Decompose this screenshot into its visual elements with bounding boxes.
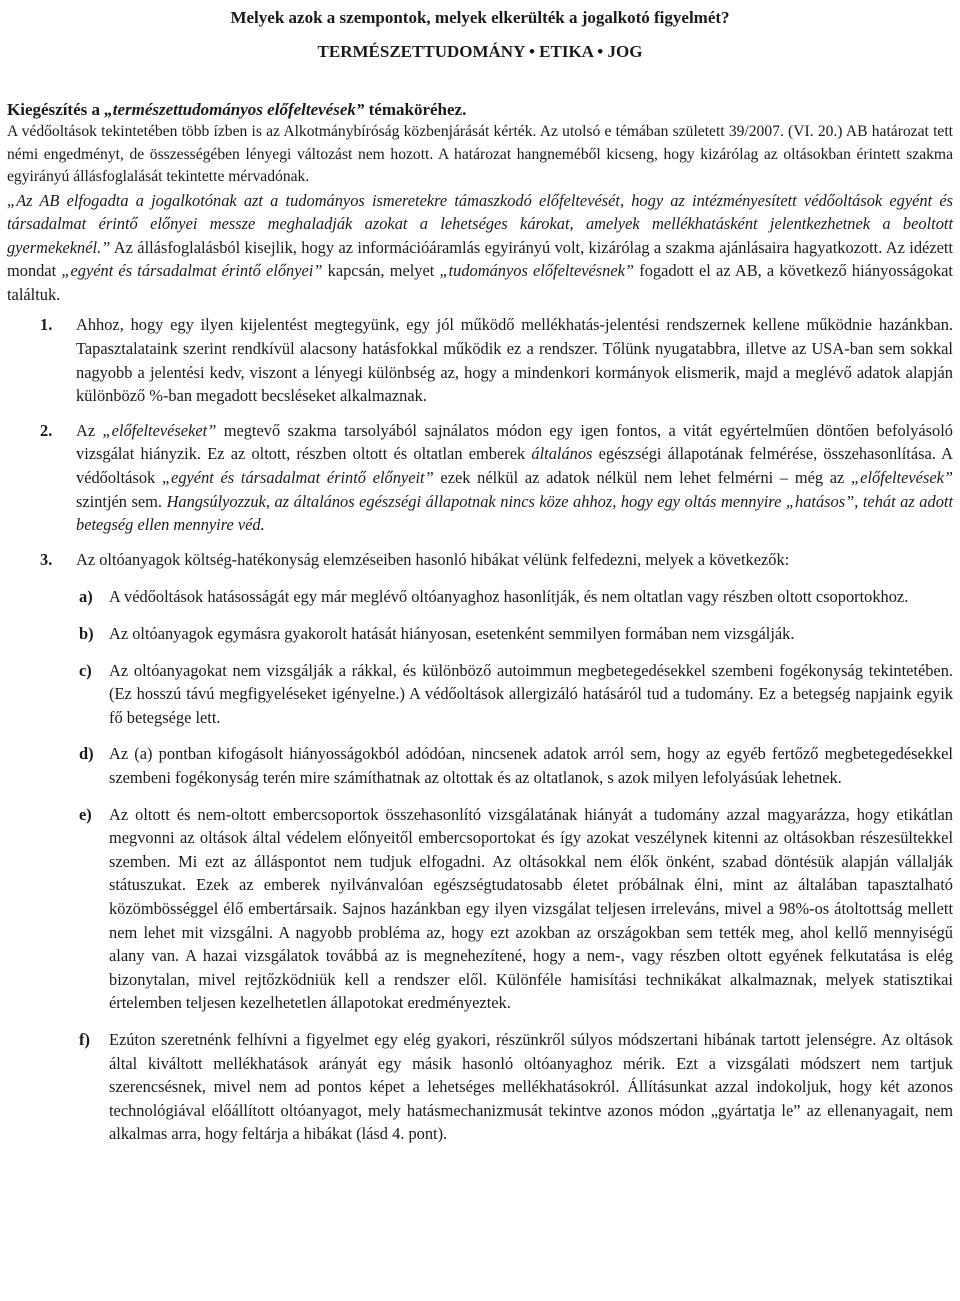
sub-item-text: A védőoltások hatásosságát egy már meglévő oltóanyaghoz hasonlítják, és nem oltatlan vagy részben oltott csoportokhoz. [109, 587, 909, 607]
item-text: Ahhoz, hogy egy ilyen kijelentést megtegyünk, egy jól működő mellékhatás-jelentési rendszernek kellene működnie hazánkban. Tapasztalataink szerint rendkívül alacsony hatásfokkal működik ez a rendszer. Tőlünk nyugatabbra, illetve az USA-ban sem sokkal nagyobb a jelentési kedv, viszont a lényegi különbség az, hogy a mindenkori kormányok elismerik, majd a meglévő adatok alapján különböző %-ban megadott becsléseket alkalmaznak. [76, 315, 953, 406]
intro-text-4: kapcsán, melyet [322, 261, 440, 281]
sub-item-label: c) [79, 660, 92, 680]
item-number: 3. [40, 549, 53, 569]
item-2-italic-j: Hangsúlyozzuk, az általános egészségi állapotnak nincs köze ahhoz, hogy egy oltás mennyire „hatásos”, tehát az adott betegség ellen mennyire véd. [76, 491, 953, 535]
sub-item-text: Az oltóanyagok egymásra gyakorolt hatását hiányosan, esetenként semmilyen formában nem vizsgálják. [109, 624, 795, 643]
item-number: 1. [40, 315, 53, 335]
supplement-heading [7, 99, 953, 121]
sub-item-label: b) [79, 624, 94, 643]
intro-quote: „Az AB elfogadta a jogalkotónak azt a tudományos ismeretekre támaszkodó előfeltevését, hogy az intézményesített védőoltások egyént és társadalmat érintő előnyei messze meghaladják azokat a lehetséges károkat, amelyek mellékhatásként jelentkezhetnek a beoltott gyermekeknél.” [7, 190, 953, 257]
intro-text-1: A védőoltások tekintetében több ízben is az Alkotmánybíróság közbenjárását kérték. Az utolsó e témában született 39/2007. (VI. 20.) AB határozat tett némi engedményt, de összességében lényegi változást nem hozott. [7, 123, 953, 163]
intro-italic-2: „tudományos előfeltevésnek” [439, 261, 635, 281]
sub-item-text: Az oltóanyagokat nem vizsgálják a rákkal, és különböző autoimmun megbetegedésekkel szembeni fogékonyság tekintetében. (Ez hosszú távú megfigyeléseket igényelne.) A védőoltások allergizáló hatásáról tud a tudomány. Ez a betegség napjaink egyik fő betegsége lett. [109, 660, 953, 727]
intro-italic-1: „egyént és társadalmat érintő előnyei” [61, 261, 323, 281]
sub-item-c [7, 659, 953, 730]
sub-item-label: d) [79, 744, 94, 764]
sub-item-text: Az oltott és nem-oltott embercsoportok összehasonlító vizsgálatának hiányát a tudomány azzal magyarázza, hogy etikátlan megvonni az oltások által védelem előnyeitől embercsoportokat és így azokat veszélynek kitenni az oltásokban részesültekkel szemben. Mi ezt az álláspontot nem tudjuk elfogadni. Az oltásokkal nem élők önként, szabad döntésük alapján vállalják státuszukat. Ezek az emberek nyilvánvalóan egészségtudatosabb életet próbálnak élni, mint az általában tapasztalható közömbösséggel élő embertársaik. Sajnos hazánkban egy ilyen vizsgálat teljesen irreleváns, mivel a 98%-os átoltottság mellett nem lehet mit vizsgálni. A nagyobb probléma az, hogy ezt azokban az országokban sem tették meg, ahol kellő mennyiségű alany van. A hazai vizsgálatok továbbá az is megnehezítené, hogy a nem-, vagy részben oltott egyének felkutatása is elég bizonytalan, mivel rejtőzködniük kell a rendszer elől. Különféle hamisítási technikákat alkalmaznak, melyek statisztikai értelemben teljesen kezelhetetlen állapotokat eredményeztek. [109, 804, 953, 1013]
sub-item-d [7, 742, 953, 789]
numbered-item-2 [7, 419, 953, 537]
supplement-italic: „természettudományos előfeltevések” [104, 100, 365, 119]
intro-paragraph [7, 121, 953, 189]
sub-item-e [7, 803, 953, 1015]
sub-item-label: f) [79, 1029, 90, 1049]
intro-text-5: fogadott el az AB, a következő hiányosságokat találtuk. [7, 261, 953, 304]
item-text [76, 419, 953, 537]
intro-text-3: Az állásfoglalásból kisejlik, hogy az információáramlás egyirányú volt, kizárólag a szakma ajánlásaira hagyatkozott. Az idézett mondat [7, 237, 953, 281]
supplement-suffix: témaköréhez. [364, 100, 467, 119]
item-number: 2. [40, 420, 53, 440]
item-2-text-i: szintjén sem. [76, 491, 167, 511]
document-title: Melyek azok a szempontok, melyek elkerülték a jogalkotó figyelmét? [230, 8, 730, 27]
numbered-item-3 [7, 548, 953, 572]
sub-item-label: a) [79, 587, 93, 607]
item-text: Az oltóanyagok költség-hatékonyság elemzéseiben hasonló hibákat vélünk felfedezni, melyek a következők: [76, 549, 790, 569]
sub-item-f [7, 1028, 953, 1146]
item-2-italic-b: „előfeltevéseket” [102, 420, 217, 440]
item-2-text-g: ezek nélkül az adatok nélkül nem lehet felmérni – még az [433, 468, 852, 488]
intro-text-2: A határozat hangneméből kicseng, hogy kizárólag az oltásokban érintett szakma egyirányú állásfoglalását tekintette mérvadónak. [7, 145, 953, 185]
item-2-italic-h: „előfeltevések” [851, 468, 953, 488]
intro-quote-paragraph [7, 189, 953, 307]
topics-line: TERMÉSZETTUDOMÁNY • ETIKA • JOG [317, 42, 643, 61]
item-2-text-a: Az [76, 420, 103, 440]
sub-item-label: e) [79, 804, 92, 824]
item-2-italic-d: általános [531, 444, 593, 464]
item-2-text-c: megtevő szakma tarsolyából sajnálatos módon egy igen fontos, a vitát egyértelműen döntően befolyásoló vizsgálat hiányzik. Ez az oltott, részben oltott és oltatlan emberek [76, 420, 953, 464]
supplement-prefix: Kiegészítés a [7, 100, 105, 119]
sub-item-text: Ezúton szeretnénk felhívni a figyelmet egy elég gyakori, részünkről súlyos módszertani hibának tartott jelenségre. Az oltások által kiváltott mellékhatások arányát egy másik hasonló oltóanyaghoz mérik. Ezt a vizsgálati módszert nem tartjuk szerencsésnek, mivel nem ad pontos képet a lehetséges mellékhatásokról. Állításunkat azzal indokoljuk, hogy két azonos technológiával előállított oltóanyagot, mely hatásmechanizmusát tekintve azonos módon „gyártatja le” az ellenanyagait, nem alkalmas arra, hogy feltárja a hibákat (lásd 4. pont). [109, 1029, 953, 1144]
sub-item-text: Az (a) pontban kifogásolt hiányosságokból adódóan, nincsenek adatok arról sem, hogy az egyéb fertőző megbetegedésekkel szembeni fogékonyság terén mire számíthatnak az oltottak és az oltatlanok, s azok milyen lefolyásúak lehetnek. [109, 744, 953, 787]
sub-item-a [7, 585, 953, 609]
numbered-item-1 [7, 313, 953, 407]
sub-item-b [7, 622, 953, 646]
item-2-text-e: egészségi állapotának felmérése, összehasonlítása. A védőoltások [76, 444, 953, 488]
item-2-italic-f: „egyént és társadalmat érintő előnyeit” [161, 468, 434, 488]
